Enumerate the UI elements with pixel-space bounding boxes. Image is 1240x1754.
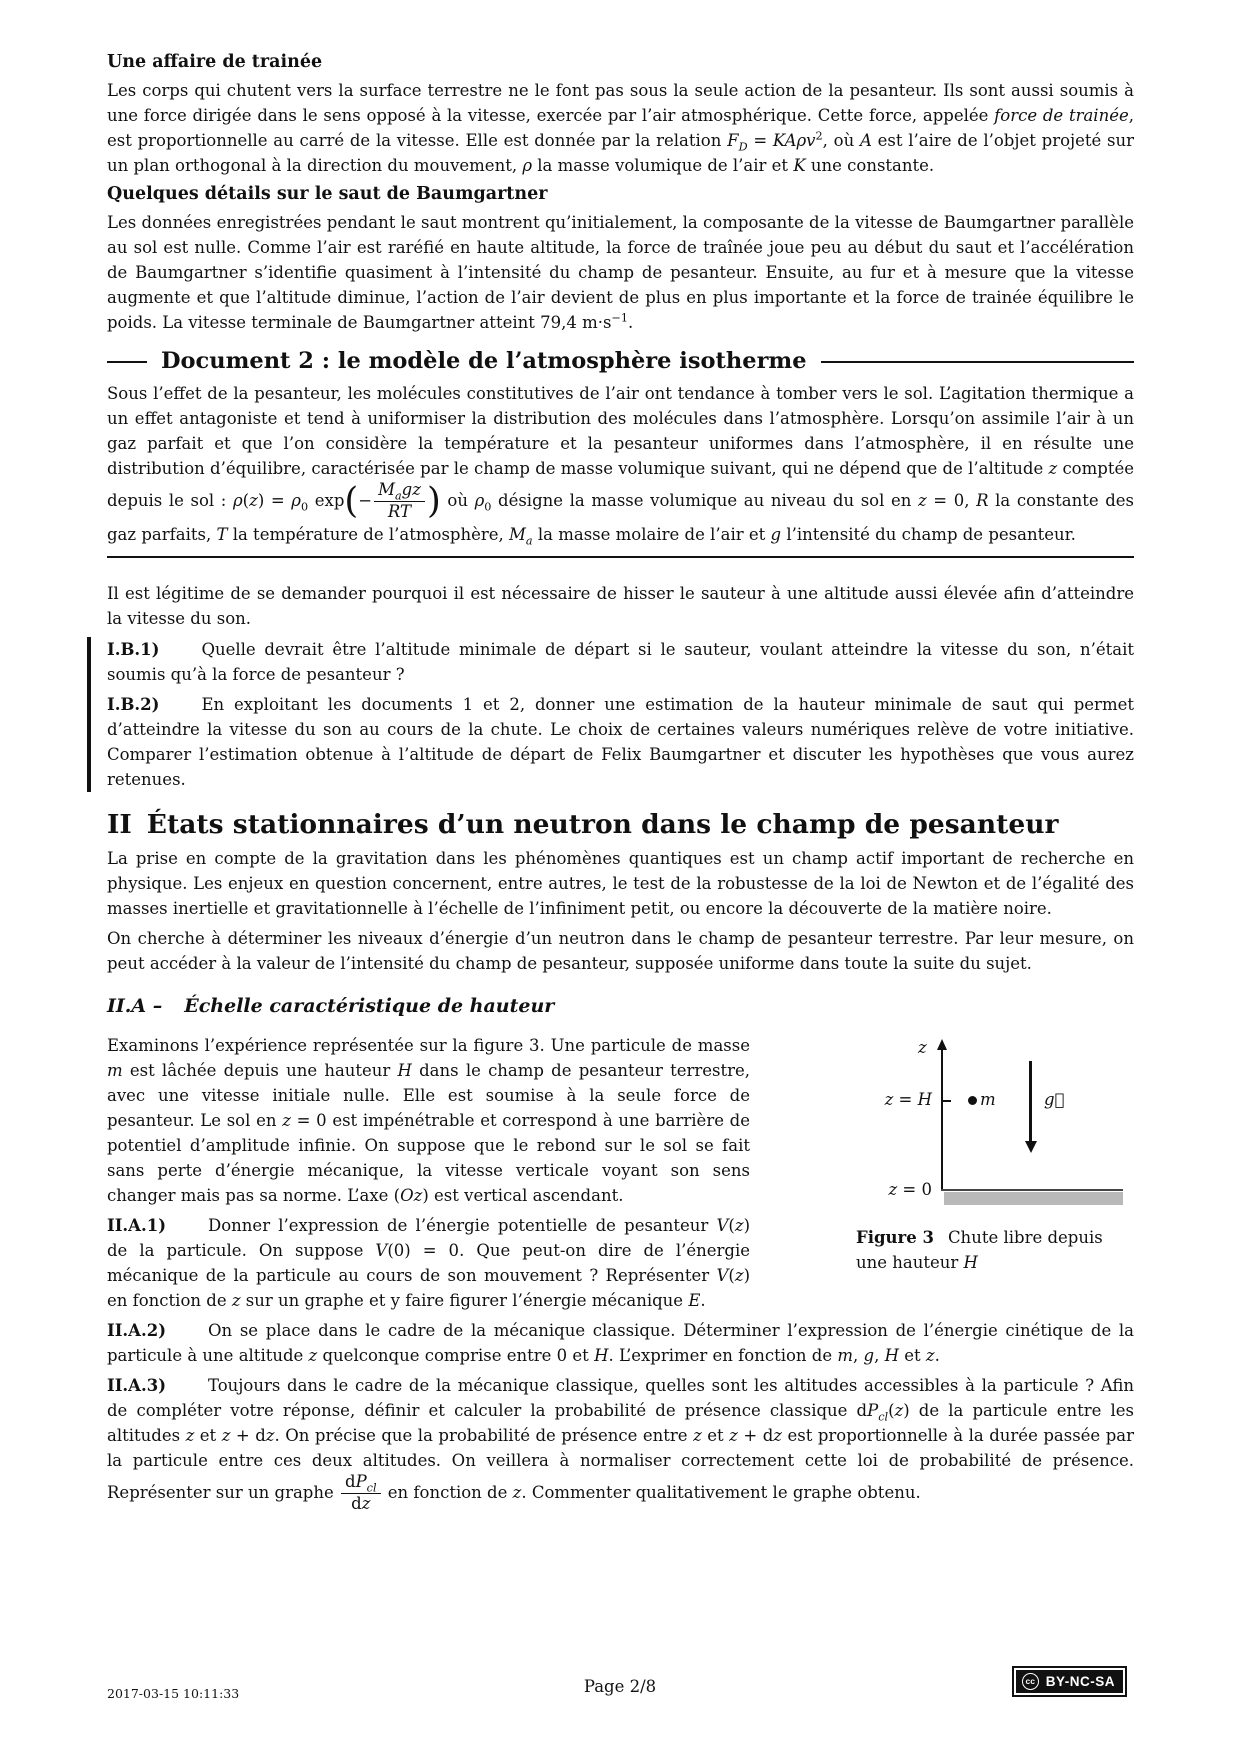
questions-ib-block [87, 637, 1134, 792]
paragraph-iia-intro: Examinons l’expérience représentée sur la figure 3. Une particule de masse m est lâchée depuis une hauteur H dans le champ de pesanteur terrestre, avec une vitesse initiale nulle. Elle est soumise à la seule force de pesanteur. Le sol en z = 0 est impénétrable et correspond à une barrière de potentiel d’amplitude infinie. On suppose que le rebond sur le sol se fait sans perte d’énergie mécanique, la vitesse verticale voyant son sens changer mais pas sa norme. L’axe (Oz) est vertical ascendant. [107, 1035, 751, 1205]
document-2-title: Document 2 : le modèle de l’atmosphère isotherme [161, 348, 807, 374]
question-ib2 [107, 692, 1134, 792]
mass-label: m [980, 1089, 996, 1109]
question-ib1-text: Quelle devrait être l’altitude minimale de départ si le sauteur, voulant atteindre la vitesse du son, n’était soumis qu’à la force de pesanteur ? [107, 639, 1134, 684]
heading-une-affaire-de-trainee: Une affaire de trainée [107, 52, 323, 72]
paragraph-part2-intro2: On cherche à déterminer les niveaux d’énergie d’un neutron dans le champ de pesanteur terrestre. Par leur mesure, on peut accéder à la valeur de l’intensité du champ de pesanteur, supposée uniforme dans toute la suite du sujet. [107, 928, 1134, 973]
question-iia2-text: On se place dans le cadre de la mécanique classique. Déterminer l’expression de l’énergie cinétique de la particule à une altitude z quelconque comprise entre 0 et H. L’exprimer en fonction de m, g, H et z. [107, 1320, 1134, 1365]
figure-3-caption-text: Chute libre depuis une hauteur H [856, 1227, 1103, 1272]
page-footer [107, 1664, 1133, 1708]
height-h-tick [942, 1100, 951, 1102]
question-iia3-text: Toujours dans le cadre de la mécanique classique, quelles sont les altitudes accessibles à la particule ? Afin de compléter votre réponse, définir et calculer la probabilité de présence classique $dP_{cl}(z)$ de la particule entre les altitudes z et z + dz. On précise que la probabilité de présence entre z et z + dz est proportionnelle à la durée passée par la particule entre ces deux altitudes. On veillera à normaliser correctement cette loi de probabilité de présence. Représenter sur un graphe $\frac{dP_{cl}}{dz}$ en fonction de z. Commenter qualitativement le graphe obtenu. [107, 1375, 1134, 1513]
paragraph-trainee: Les corps qui chutent vers la surface terrestre ne le font pas sous la seule action de la pesanteur. Ils sont aussi soumis à une force dirigée dans le sens opposé à la vitesse, exercée par l’air atmosphérique. Cette force, appelée force de trainée, est proportionnelle au carré de la vitesse. Elle est donnée par la relation $F_D = KA\rho v^2$, où A est l’aire de l’objet projeté sur un plan orthogonal à la direction du mouvement, ρ la masse volumique de l’air et K une constante. [107, 81, 1135, 175]
part-ii-number: II [107, 808, 132, 840]
title-rule-left [107, 361, 147, 363]
document-2-end-rule [107, 556, 1134, 558]
heading-details-saut-baumgartner: Quelques détails sur le saut de Baumgartner [107, 184, 548, 204]
question-ib2-text: En exploitant les documents 1 et 2, donner une estimation de la hauteur minimale de saut qui permet d’atteindre la vitesse du son au cours de la chute. Le choix de certaines valeurs numériques relève de votre initiative. Comparer l’estimation obtenue à l’altitude de départ de Felix Baumgartner et discuter les hypothèses que vous aurez retenues. [107, 694, 1134, 789]
part-ii-heading [107, 808, 1134, 842]
figure-3 [776, 1039, 1134, 1275]
paragraph-part2-intro1: La prise en compte de la gravitation dans les phénomènes quantiques est un champ actif important de recherche en physique. Les enjeux en question concernent, entre autres, le test de la robustesse de la loi de Newton et de l’égalité des masses inertielle et gravitationnelle à l’échelle de l’infiniment petit, ou encore la découverte de la matière noire. [107, 848, 1134, 918]
question-iia3 [107, 1373, 1134, 1514]
ground-z0-label: z = 0 [888, 1179, 932, 1199]
question-ib1-label: I.B.1) [107, 639, 160, 659]
gravity-vector-label: g⃗ [1044, 1089, 1065, 1109]
footer-page-number: Page 2/8 [583, 1677, 657, 1696]
gravity-arrow-line [1029, 1061, 1032, 1143]
z-axis-line [941, 1047, 943, 1191]
figure-3-caption [856, 1225, 1134, 1275]
section-iia-heading [107, 994, 1134, 1019]
question-iia2-label: II.A.2) [107, 1320, 167, 1340]
question-iia3-label: II.A.3) [107, 1375, 167, 1395]
section-iia-title: Échelle caractéristique de hauteur [184, 994, 555, 1017]
footer-timestamp: 2017-03-15 10:11:33 [107, 1686, 240, 1701]
particle-dot-icon [968, 1096, 977, 1105]
question-iia1-label: II.A.1) [107, 1215, 167, 1235]
gravity-arrowhead-icon [1025, 1141, 1037, 1153]
document-2-body: Sous l’effet de la pesanteur, les molécules constitutives de l’air ont tendance à tomber vers le sol. L’agitation thermique a un effet antagoniste et tend à uniformiser la distribution des molécules dans l’atmosphère. Lorsqu’on assimile l’air à un gaz parfait et que l’on considère la température et la pesanteur uniformes dans l’atmosphère, il en résulte une distribution d’équilibre, caractérisée par le champ de masse volumique suivant, qui ne dépend que de l’altitude z comptée depuis le sol : $\rho(z) = \rho_0$ exp(− $\frac{M_agz}{RT}$ ) où $\rho_0$ désigne la masse volumique au niveau du sol en z = 0, R la constante des gaz parfaits, T la température de l’atmosphère, $M_a$ la masse molaire de l’air et g l’intensité du champ de pesanteur. [107, 384, 1134, 548]
cc-logo-icon: cc [1022, 1673, 1039, 1690]
question-ib1 [107, 637, 1134, 687]
cc-license-badge [1012, 1666, 1127, 1697]
cc-license-text: BY-NC-SA [1045, 1673, 1115, 1689]
title-rule-right [821, 361, 1134, 363]
figure-3-caption-tag: Figure 3 [856, 1227, 934, 1247]
z-axis-label: z [918, 1037, 927, 1057]
question-iia2 [107, 1318, 1134, 1368]
section-iia-body [107, 1033, 1134, 1313]
part-ii-title: États stationnaires d’un neutron dans le champ de pesanteur [146, 808, 1059, 840]
ground-shading [944, 1192, 1123, 1205]
height-h-label: z = H [884, 1089, 932, 1109]
question-ib2-label: I.B.2) [107, 694, 160, 714]
paragraph-intro-ib: Il est légitime de se demander pourquoi il est nécessaire de hisser le sauteur à une altitude aussi élevée afin d’atteindre la vitesse du son. [107, 583, 1134, 628]
document-2-title-row [107, 349, 1134, 374]
question-iia1-text: Donner l’expression de l’énergie potentielle de pesanteur V(z) de la particule. On suppose V(0) = 0. Que peut-on dire de l’énergie mécanique de la particule au cours de son mouvement ? Représenter V(z) en fonction de z sur un graphe et y faire figurer l’énergie mécanique E. [107, 1215, 750, 1310]
paragraph-baumgartner: Les données enregistrées pendant le saut montrent qu’initialement, la composante de la vitesse de Baumgartner parallèle au sol est nulle. Comme l’air est raréfié en haute altitude, la force de traînée joue peu au début du saut et l’accélération de Baumgartner s’identifie quasiment à l’intensité du champ de pesanteur. Ensuite, au fur et à mesure que la vitesse augmente et que l’altitude diminue, l’action de l’air devient de plus en plus importante et la force de trainée équilibre le poids. La vitesse terminale de Baumgartner atteint 79,4 $m\cdot s^{-1}$. [107, 213, 1134, 332]
section-iia-label: II.A – [107, 994, 163, 1017]
figure-3-diagram [776, 1039, 1134, 1211]
page-content [107, 46, 1134, 1514]
